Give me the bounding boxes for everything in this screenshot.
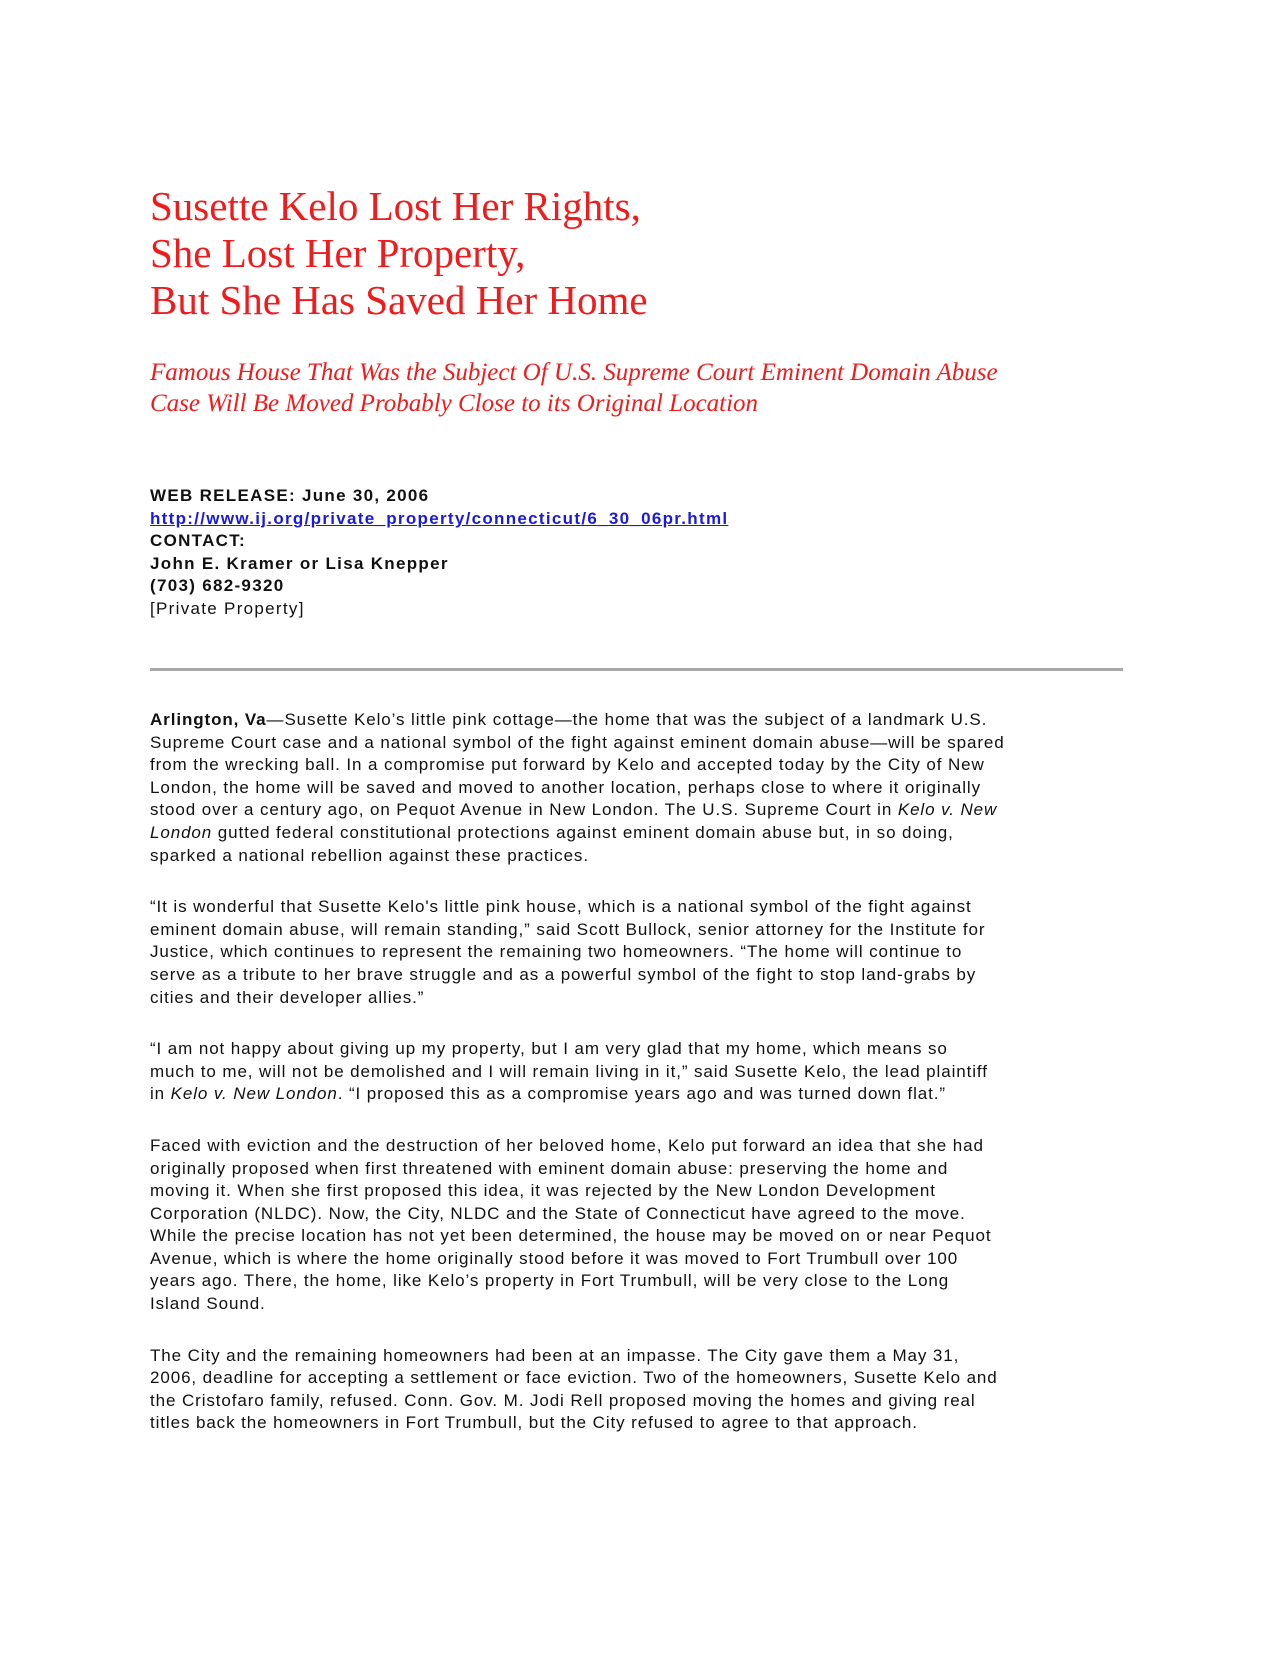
paragraph: “It is wonderful that Susette Kelo's little pink house, which is a national symbol of the fight against eminent domain abuse, will remain standing,” said Scott Bullock, senior attorney for the Institute for Justice, which continues to represent the remaining two homeowners. “The home will continue to serve as a tribute to her brave struggle and as a powerful symbol of the fight to stop land-grabs by cities and their developer allies.” xyxy=(150,897,986,1007)
article-body xyxy=(150,709,1130,1464)
contact-names: John E. Kramer or Lisa Knepper xyxy=(150,553,449,573)
headline-line: Susette Kelo Lost Her Rights, xyxy=(150,183,641,229)
subheadline-line: Famous House That Was the Subject Of U.S. Supreme Court Eminent Domain Abuse xyxy=(150,359,998,386)
case-name: Kelo v. New London xyxy=(170,1084,338,1104)
divider-rule xyxy=(150,668,1123,671)
headline-line: But She Has Saved Her Home xyxy=(150,277,648,323)
paragraph: Arlington, Va—Susette Kelo’s little pink cottage—the home that was the subject of a landmark U.S. Supreme Court case and a national symbol of the fight against eminent domain abuse—will be spared from the wrecking ball. In a compromise put forward by Kelo and accepted today by the City of New London, the home will be saved and moved to another location, perhaps close to where it originally stood over a century ago, on Pequot Avenue in New London. The U.S. Supreme Court in Kelo v. New London gutted federal constitutional protections against eminent domain abuse but, in so doing, sparked a national rebellion against these practices. xyxy=(150,710,1005,865)
subheadline xyxy=(150,357,1130,419)
paragraph: The City and the remaining homeowners had been at an impasse. The City gave them a May 31, 2006, deadline for accepting a settlement or face eviction. Two of the homeowners, Susette Kelo and the Cristofaro family, refused. Conn. Gov. M. Jodi Rell proposed moving the homes and giving real titles back the homeowners in Fort Trumbull, but the City refused to agree to that approach. xyxy=(150,1345,998,1433)
category-tag: [Private Property] xyxy=(150,598,305,618)
paragraph: “I am not happy about giving up my property, but I am very glad that my home, which means so much to me, will not be demolished and I will remain living in it,” said Susette Kelo, the lead plaintiff in Kelo v. New London. “I proposed this as a compromise years ago and was turned down flat.” xyxy=(150,1039,988,1104)
release-url-link[interactable]: http://www.ij.org/private_property/connecticut/6_30_06pr.html xyxy=(150,508,729,528)
case-name: Kelo v. New xyxy=(897,800,998,820)
case-name: London xyxy=(150,822,213,842)
contact-label: CONTACT: xyxy=(150,531,247,551)
release-info xyxy=(150,485,1130,621)
paragraph: Faced with eviction and the destruction of her beloved home, Kelo put forward an idea that she had originally proposed when first threatened with eminent domain abuse: preserving the home and moving it. When she first proposed this idea, it was rejected by the New London Development Corporation (NLDC). Now, the City, NLDC and the State of Connecticut have agreed to the move. While the precise location has not yet been determined, the house may be moved on or near Pequot Avenue, which is where the home originally stood before it was moved to Fort Trumbull over 100 years ago. There, the home, like Kelo’s property in Fort Trumbull, will be very close to the Long Island Sound. xyxy=(150,1135,992,1314)
contact-phone: (703) 682-9320 xyxy=(150,576,285,596)
headline xyxy=(150,183,1130,324)
subheadline-line: Case Will Be Moved Probably Close to its Original Location xyxy=(150,390,759,417)
dateline: Arlington, Va xyxy=(150,710,267,729)
web-release-date: WEB RELEASE: June 30, 2006 xyxy=(150,486,430,505)
headline-line: She Lost Her Property, xyxy=(150,230,526,276)
